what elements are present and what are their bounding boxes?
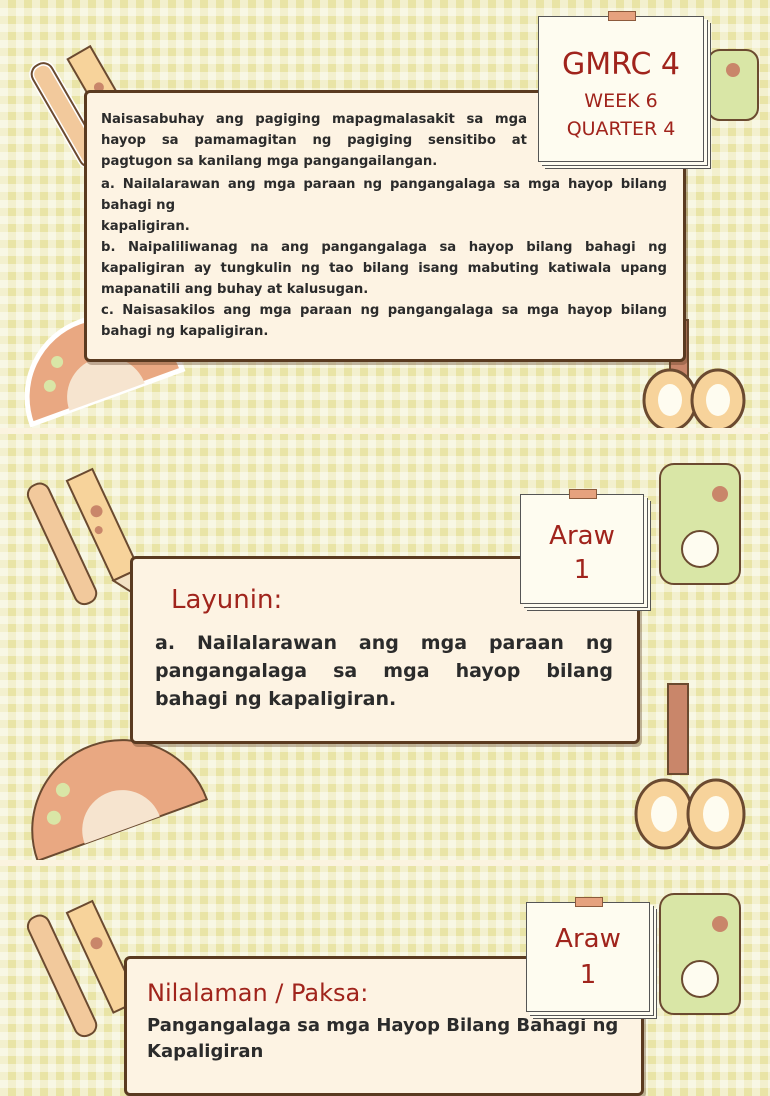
slide-1: [0, 0, 768, 428]
title-note: [538, 16, 704, 162]
day-note: [526, 902, 650, 1012]
objective-a-line1: a. Nailalarawan ang mga paraan ng pangangalaga sa mga hayop bilang bahagi ng: [101, 177, 667, 213]
course-title: GMRC 4: [561, 47, 681, 82]
day-label: Araw: [555, 924, 621, 954]
slide-3: [0, 866, 768, 1062]
day-number: 1: [579, 960, 597, 990]
intro-text: Naisasabuhay ang pagiging mapagmalasakit sa mga hayop sa pamamagitan ng pagiging sensitibo at pagtugon sa kanilang mga pangangailangan.: [101, 112, 527, 169]
objective-b: b. Naipaliliwanag na ang pangangalaga sa hayop bilang bahagi ng kapaligiran ay tungkulin ng tao bilang isang mabuting katiwala upang mapanatili ang buhay at kalusugan.: [101, 240, 667, 297]
day-number: 1: [573, 555, 591, 585]
nilalaman-heading: Nilalaman / Paksa:: [147, 979, 369, 1007]
layunin-body: a. Nailalarawan ang mga paraan ng pangangalaga sa mga hayop bilang bahagi ng kapaligiran.: [155, 632, 613, 710]
scissors-icon: [630, 684, 750, 864]
tape-dispenser-icon: [700, 40, 770, 130]
day-note: [520, 494, 644, 604]
objective-a-line2: kapaligiran.: [101, 219, 190, 234]
tape: [575, 897, 603, 907]
day-label: Araw: [549, 521, 615, 551]
tape: [569, 489, 597, 499]
layunin-heading: Layunin:: [171, 585, 283, 615]
tape-dispenser-icon: [650, 884, 760, 1034]
tape-dispenser-icon: [650, 454, 760, 604]
nilalaman-body: Pangangalaga sa mga Hayop Bilang Bahagi ng Kapaligiran: [147, 1015, 619, 1062]
tape: [608, 11, 636, 21]
week-label: WEEK 6: [584, 90, 658, 112]
slide-2: [0, 434, 768, 860]
quarter-label: QUARTER 4: [566, 118, 676, 140]
objective-c: c. Naisasakilos ang mga paraan ng pangangalaga sa mga hayop bilang bahagi ng kapaligiran.: [101, 303, 667, 339]
